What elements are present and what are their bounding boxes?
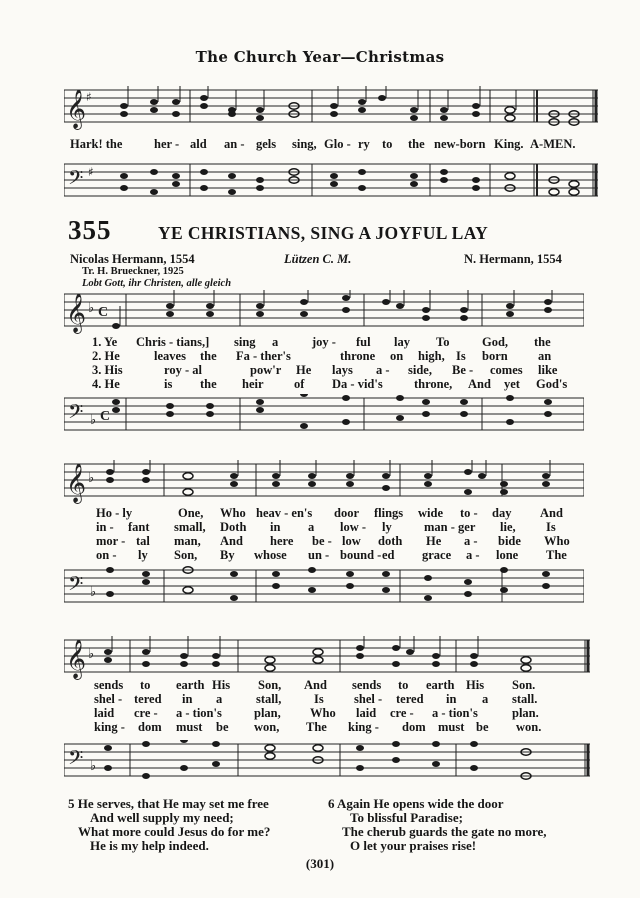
staff-lines — [64, 160, 598, 202]
lyric-syllable: bide — [498, 534, 521, 548]
svg-text:𝄞: 𝄞 — [66, 463, 87, 503]
staff-lines — [64, 566, 584, 610]
lyric-syllable: By — [220, 548, 235, 562]
lyric-syllable: small, — [174, 520, 206, 534]
staff-lines — [64, 86, 598, 130]
lyric-syllable: mor - — [96, 534, 126, 548]
lyric-syllable: earth — [426, 678, 455, 692]
stanza-5 — [68, 796, 328, 854]
lyric-syllable: an — [538, 349, 552, 363]
lyric-syllable: gels — [256, 137, 277, 151]
system3-treble-staff — [64, 636, 590, 680]
system1-lyrics — [0, 335, 640, 393]
lyric-syllable: grace — [422, 548, 452, 562]
lyric-syllable: ald — [190, 137, 207, 151]
lyric-syllable: in — [182, 692, 193, 706]
stanza-6 — [328, 796, 598, 854]
lyric-syllable: fant — [128, 520, 150, 534]
system1-treble-staff — [64, 290, 584, 334]
lyric-syllable: Son. — [512, 678, 536, 692]
lyric-syllable: yet — [504, 377, 520, 391]
stanza-line: He is my help indeed. — [90, 838, 209, 853]
lyric-syllable: a — [308, 520, 315, 534]
lyric-syllable: Be - — [452, 363, 474, 377]
lyric-syllable: be - — [312, 534, 332, 548]
lyric-syllable: un - — [308, 548, 330, 562]
lyric-syllable: here — [270, 534, 294, 548]
lyric-syllable: ly — [138, 548, 148, 562]
svg-text:♯: ♯ — [86, 90, 92, 104]
system2-lyrics — [0, 506, 640, 564]
stanza-line: To blissful Paradise; — [350, 810, 463, 825]
lyric-syllable: must — [176, 720, 203, 734]
svg-text:𝄞: 𝄞 — [66, 293, 87, 333]
lyric-syllable: king - — [348, 720, 379, 734]
lyric-syllable: sends — [352, 678, 382, 692]
lyric-syllable: a — [272, 335, 279, 349]
lyric-syllable: bound - — [340, 548, 382, 562]
lyric-syllable: He — [296, 363, 312, 377]
staff-lines — [64, 460, 584, 504]
lyric-syllable: plan. — [512, 706, 539, 720]
hymn-composer: N. Hermann, 1554 — [464, 252, 562, 266]
lyric-syllable: lays — [332, 363, 353, 377]
lyric-syllable: And — [540, 506, 563, 520]
lyric-syllable: be — [476, 720, 489, 734]
lyric-syllable: Hark! the — [70, 137, 123, 151]
lyric-syllable: And — [468, 377, 491, 391]
lyric-syllable: must — [438, 720, 465, 734]
system2-bass-staff — [64, 566, 584, 610]
lyric-syllable: A-MEN. — [530, 137, 576, 151]
lyric-syllable: ful — [356, 335, 371, 349]
hymn-number: 355 — [68, 215, 112, 245]
lyric-syllable: laid — [94, 706, 115, 720]
svg-text:♭: ♭ — [90, 759, 97, 774]
lyric-syllable: ry — [358, 137, 370, 151]
svg-text:♯: ♯ — [88, 165, 94, 179]
lyric-syllable: man, — [174, 534, 201, 548]
lyric-syllable: the — [534, 335, 551, 349]
lyric-syllable: tal — [136, 534, 150, 548]
lyric-syllable: Is — [546, 520, 556, 534]
lyric-syllable: the — [408, 137, 425, 151]
lyric-syllable: And — [220, 534, 243, 548]
lyric-syllable: king - — [94, 720, 125, 734]
lyric-syllable: door — [334, 506, 359, 520]
staff-lines — [64, 636, 590, 680]
svg-text:𝄢: 𝄢 — [68, 572, 84, 600]
system3-bass-staff — [64, 740, 590, 784]
lyric-syllable: Fa - ther's — [236, 349, 291, 363]
lyric-syllable: lay — [394, 335, 410, 349]
lyric-syllable: Ho - ly — [96, 506, 133, 520]
lyric-syllable: wide — [418, 506, 443, 520]
lyric-syllable: a - — [376, 363, 390, 377]
lyric-syllable: roy - al — [164, 363, 202, 377]
lyric-syllable: a — [216, 692, 223, 706]
lyric-syllable: day — [492, 506, 512, 520]
lyric-syllable: sing, — [292, 137, 317, 151]
hymn-author: Nicolas Hermann, 1554 — [70, 252, 195, 266]
lyric-syllable: tered — [396, 692, 424, 706]
lyric-syllable: earth — [176, 678, 205, 692]
svg-text:♭: ♭ — [88, 647, 95, 662]
lyric-syllable: whose — [254, 548, 287, 562]
lyric-syllable: One, — [178, 506, 204, 520]
lyric-syllable: doth — [378, 534, 403, 548]
svg-text:𝄞: 𝄞 — [66, 89, 87, 129]
lyric-syllable: the — [200, 349, 217, 363]
lyric-syllable: dom — [402, 720, 426, 734]
staff-lines — [64, 740, 590, 784]
lyric-syllable: Is — [314, 692, 324, 706]
lyric-syllable: won. — [516, 720, 542, 734]
lyric-syllable: low - — [340, 520, 367, 534]
lyric-syllable: ed — [382, 548, 395, 562]
svg-text:𝄞: 𝄞 — [66, 639, 87, 679]
lyric-syllable: born — [482, 349, 508, 363]
svg-text:𝄢: 𝄢 — [68, 166, 84, 194]
lyric-syllable: stall. — [512, 692, 538, 706]
lyric-syllable: the — [200, 377, 217, 391]
lyric-syllable: The — [546, 548, 567, 562]
lyric-syllable: man - ger — [424, 520, 476, 534]
lyric-syllable: low — [342, 534, 361, 548]
system3-lyrics — [0, 678, 640, 736]
lyric-syllable: And — [304, 678, 327, 692]
previous-hymn-treble-staff — [64, 86, 598, 130]
lyric-syllable: heir — [242, 377, 264, 391]
lyric-syllable: Glo - — [324, 137, 351, 151]
stanza-line: 5 He serves, that He may set me free — [68, 796, 269, 811]
lyric-syllable: a — [482, 692, 489, 706]
lyric-syllable: is — [164, 377, 173, 391]
hymn-original-title: Lobt Gott, ihr Christen, alle gleich — [82, 278, 232, 289]
lyric-syllable: be — [216, 720, 229, 734]
hymn-tune: Lützen C. M. — [284, 252, 352, 266]
lyric-syllable: to — [398, 678, 409, 692]
lyric-syllable: leaves — [154, 349, 186, 363]
lyric-syllable: on - — [96, 548, 117, 562]
stanza-line: What more could Jesus do for me? — [78, 824, 271, 839]
lyric-syllable: cre - — [390, 706, 414, 720]
lyric-syllable: King. — [494, 137, 524, 151]
lyric-syllable: His — [212, 678, 231, 692]
lyric-syllable: in - — [96, 520, 114, 534]
lyric-syllable: flings — [374, 506, 404, 520]
lyric-syllable: He — [426, 534, 442, 548]
lyric-syllable: Who — [544, 534, 570, 548]
system1-bass-staff — [64, 394, 584, 438]
hymn-translator: Tr. H. Brueckner, 1925 — [82, 266, 184, 277]
lyric-syllable: Is — [456, 349, 466, 363]
lyric-syllable: heav - en's — [256, 506, 313, 520]
lyric-syllable: in — [270, 520, 281, 534]
lyric-syllable: like — [538, 363, 558, 377]
lyric-syllable: 3. His — [92, 363, 123, 377]
lyric-syllable: pow'r — [250, 363, 282, 377]
lyric-syllable: laid — [356, 706, 377, 720]
stanza-line: O let your praises rise! — [350, 838, 477, 853]
svg-text:♭: ♭ — [88, 471, 95, 486]
lyric-syllable: lone — [496, 548, 519, 562]
lyric-syllable: an - — [224, 137, 245, 151]
lyric-syllable: to — [140, 678, 151, 692]
lyric-syllable: To — [436, 335, 450, 349]
svg-text:♭: ♭ — [90, 585, 97, 600]
lyric-syllable: 4. He — [92, 377, 120, 391]
lyric-syllable: a - — [464, 534, 478, 548]
lyric-syllable: on — [390, 349, 404, 363]
lyric-syllable: Son, — [174, 548, 198, 562]
lyric-syllable: sing — [234, 335, 256, 349]
lyric-syllable: Who — [310, 706, 336, 720]
lyric-syllable: lie, — [500, 520, 516, 534]
page-number: (301) — [305, 856, 335, 871]
lyric-syllable: tered — [134, 692, 162, 706]
lyric-syllable: sends — [94, 678, 124, 692]
lyric-syllable: of — [294, 377, 305, 391]
lyric-syllable: shel - — [354, 692, 383, 706]
lyric-syllable: 2. He — [92, 349, 120, 363]
lyric-syllable: side, — [408, 363, 432, 377]
lyric-syllable: to — [382, 137, 393, 151]
stanza-line: The cherub guards the gate no more, — [342, 824, 547, 839]
svg-text:♭: ♭ — [88, 301, 95, 316]
lyric-syllable: shel - — [94, 692, 123, 706]
lyric-syllable: a - tion's — [176, 706, 222, 720]
previous-hymn-bass-staff — [64, 160, 598, 202]
lyric-syllable: high, — [418, 349, 445, 363]
lyric-syllable: Chris - tians,] — [136, 335, 210, 349]
staff-lines — [64, 290, 584, 334]
lyric-syllable: God, — [482, 335, 509, 349]
lyric-syllable: her - — [154, 137, 180, 151]
lyric-syllable: dom — [138, 720, 162, 734]
svg-text:𝄢: 𝄢 — [68, 400, 84, 428]
svg-text:𝄢: 𝄢 — [68, 746, 84, 774]
lyric-syllable: joy - — [312, 335, 336, 349]
lyric-syllable: won, — [254, 720, 280, 734]
lyric-syllable: Da - vid's — [332, 377, 383, 391]
lyric-syllable: in — [446, 692, 457, 706]
stanza-line: 6 Again He opens wide the door — [328, 796, 504, 811]
hymn-title: YE CHRISTIANS, SING A JOYFUL LAY — [158, 223, 489, 243]
lyric-syllable: a - tion's — [432, 706, 478, 720]
lyric-syllable: throne, — [414, 377, 453, 391]
running-head: The Church Year—Christmas — [195, 48, 445, 66]
lyric-syllable: Who — [220, 506, 246, 520]
svg-text:♭: ♭ — [90, 413, 97, 428]
stanza-line: And well supply my need; — [90, 810, 234, 825]
svg-text:C: C — [98, 305, 109, 320]
lyric-syllable: to - — [460, 506, 478, 520]
staff-lines — [64, 394, 584, 438]
lyric-syllable: 1. Ye — [92, 335, 118, 349]
lyric-syllable: ly — [382, 520, 392, 534]
lyric-syllable: Son, — [258, 678, 282, 692]
lyric-syllable: stall, — [256, 692, 282, 706]
lyric-syllable: plan, — [254, 706, 281, 720]
lyric-syllable: throne — [340, 349, 376, 363]
lyric-syllable: new-born — [434, 137, 486, 151]
lyric-syllable: The — [306, 720, 327, 734]
lyric-syllable: cre - — [134, 706, 158, 720]
system2-treble-staff — [64, 460, 584, 504]
lyric-syllable: comes — [490, 363, 523, 377]
lyric-syllable: God's — [536, 377, 568, 391]
lyric-syllable: Doth — [220, 520, 247, 534]
lyric-syllable: His — [466, 678, 485, 692]
lyric-syllable: a - — [466, 548, 480, 562]
svg-text:C: C — [100, 409, 111, 424]
